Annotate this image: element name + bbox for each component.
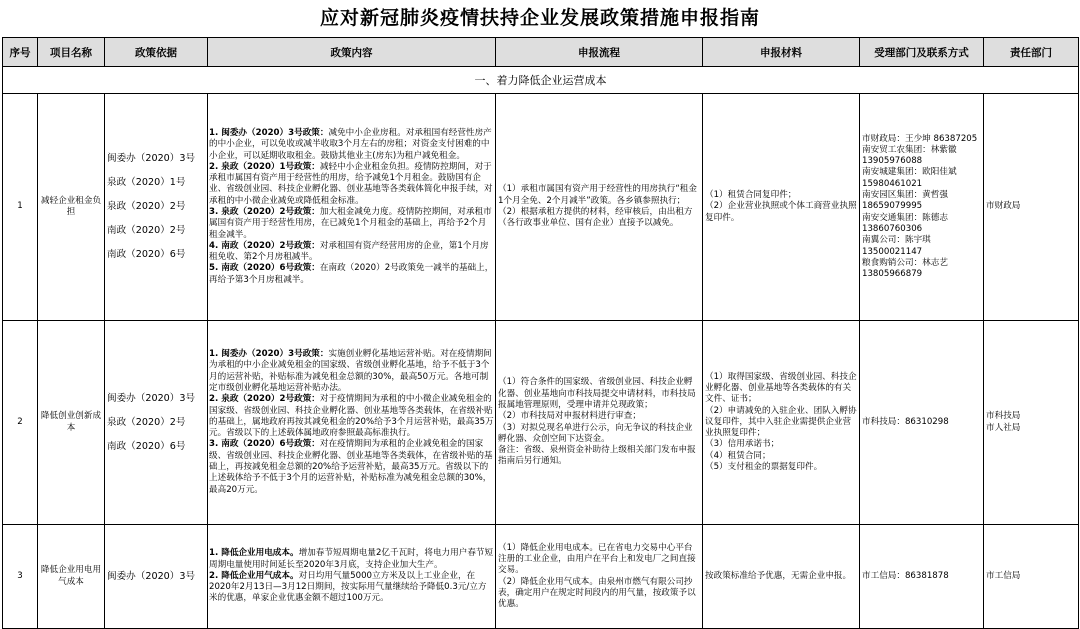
row-flow [496, 525, 703, 629]
policy-heading: 2. 泉政（2020）2号政策： [209, 394, 320, 405]
policy-text: 增加春节短周期电量2亿千瓦时，将电力用户春节短周期电量使用时间延长至2020年3月底，支持企业加大生产。 [209, 548, 494, 570]
col-header-seq: 序号 [3, 38, 38, 67]
flow-step: （2）市科技局对申报材料进行审查； [498, 411, 641, 422]
basis-entry: 泉政（2020）2号 [107, 201, 186, 212]
row-materials [703, 94, 860, 321]
row-content [208, 94, 496, 321]
contact-entry: 粮食购销公司：林志艺 13805966879 [862, 257, 948, 280]
contact-entry: 市科技局：86310298 [862, 416, 949, 427]
flow-step: （3）对拟兑现名单进行公示，向无争议的科技企业孵化器、众创空间下达资金。 [498, 422, 693, 444]
contact-entry: 南翼公司：陈宇琪 13500021147 [862, 235, 931, 257]
material-item: （3）信用承诺书； [705, 439, 780, 450]
row-resp [984, 94, 1079, 321]
contact-entry: 南安园区集团：黄哲强 18659079995 [862, 190, 948, 212]
basis-entry: 南政（2020）6号 [107, 440, 186, 452]
material-item: （2）申请减免的入驻企业、团队入孵协议复印件，其中入驻企业需提供企业营业执照复印件； [705, 405, 857, 439]
row-seq: 1 [3, 94, 38, 321]
row-content [208, 525, 496, 629]
policy-heading: 1. 闽委办（2020）3号政策： [209, 349, 329, 360]
row-resp [984, 321, 1079, 525]
row-materials [703, 525, 860, 629]
basis-entry: 南政（2020）6号 [107, 249, 186, 260]
row-basis [105, 525, 208, 629]
section-row [3, 67, 1079, 94]
row-flow [496, 94, 703, 321]
row-seq: 2 [3, 321, 38, 525]
material-item: （1）租赁合同复印件； [705, 190, 797, 201]
row-materials [703, 321, 860, 525]
policy-text: 对承租国有资产经营用房的企业，第1个月房租免收、第2个月房租减半。 [209, 240, 489, 263]
contact-entry: 市工信局：86381878 [862, 570, 949, 581]
contact-entry: 南安城建集团：欧阳佳斌 15980461021 [862, 167, 957, 189]
row-item: 减轻企业租金负担 [38, 94, 105, 321]
flow-step: （2）根据承租方提供的材料，经审核后，由出租方（各行政事业单位、国有企业）直接予以减免。 [498, 207, 693, 229]
row-item: 降低创业创新成本 [38, 321, 105, 525]
row-seq: 3 [3, 525, 38, 629]
row-basis [105, 321, 208, 525]
basis-entry: 闽委办（2020）3号 [107, 392, 196, 404]
policy-table [2, 37, 1079, 629]
page-title: 应对新冠肺炎疫情扶持企业发展政策措施申报指南 [319, 7, 760, 29]
basis-entry: 闽委办（2020）3号 [107, 153, 196, 164]
policy-heading: 2. 泉政（2020）1号政策： [209, 161, 320, 172]
contact-entry: 南安贸工农集团：林紫徽 13905976088 [862, 144, 957, 167]
policy-text: 减免中小企业房租。对承租国有经营性房产的中小企业，可以免收或减半收取3个月左右的房租；对资金支付困难的中小企业，可以延期收取租金。鼓励其他业主(房东)为租户减免租金。 [209, 127, 492, 161]
section-title: 一、着力降低企业运营成本 [3, 67, 1079, 94]
row-content [208, 321, 496, 525]
row-basis [105, 94, 208, 321]
policy-text: 对于疫情期间为承租的中小微企业减免租金的国家级、省级创业园、科技企业孵化器、创业基地等各类载体，在省级补贴的基础上，属地政府再按其减免租金的20%给予3个月运营补贴，最高35万元。省级以下的上述载体属地政府参照最高标准执行。 [209, 394, 494, 439]
flow-step: 备注：省级、泉州资金补助待上级相关部门发布申报指南后另行通知。 [498, 445, 696, 467]
basis-entry: 闽委办（2020）3号 [107, 570, 196, 582]
basis-entry: 泉政（2020）2号 [107, 416, 186, 428]
resp-dept: 市科技局 [986, 411, 1021, 422]
col-header-flow: 申报流程 [496, 38, 703, 67]
flow-step: （1）承租市属国有资产用于经营性的用房执行“租金1个月全免、2个月减半”政策。各乡镇参照执行； [498, 184, 697, 206]
col-header-item: 项目名称 [38, 38, 105, 67]
row-dept [860, 321, 984, 525]
contact-entry: 市财政局：王少坤 86387205 [862, 133, 978, 144]
policy-heading: 1. 闽委办（2020）3号政策： [209, 127, 329, 138]
resp-dept: 市财政局 [986, 201, 1021, 212]
col-header-basis: 政策依据 [105, 38, 208, 67]
material-item: （1）取得国家级、省级创业园、科技企业孵化器、创业基地等各类载体的有关文件、证书； [705, 371, 857, 405]
col-header-dept: 受理部门及联系方式 [860, 38, 984, 67]
flow-step: （1）降低企业用电成本。已在省电力交易中心平台注册的工业企业，由用户在平台上和发电厂之间直接交易。 [498, 542, 696, 576]
header-row [3, 38, 1079, 67]
policy-heading: 3. 泉政（2020）2号政策： [209, 207, 320, 217]
table-row [3, 94, 1079, 321]
policy-text: 对日均用气量5000立方米及以上工业企业，在2020年2月13日—3月12日期间，按实际用气量继续给予降低0.3元/立方米的优惠，单家企业优惠金额不超过100万元。 [209, 570, 487, 604]
col-header-content: 政策内容 [208, 38, 496, 67]
col-header-resp: 责任部门 [984, 38, 1079, 67]
material-item: （4）租赁合同； [705, 450, 771, 461]
policy-heading: 3. 南政（2020）6号政策： [209, 439, 320, 450]
policy-heading: 4. 南政（2020）2号政策： [209, 240, 320, 251]
policy-heading: 2. 降低企业用气成本。 [209, 570, 299, 581]
policy-text: 加大租金减免力度。疫情防控期间，对承租市属国有资产用于经营性用房，在已减免1个月租金的基础上，再给予2个月租金减半。 [209, 207, 492, 240]
policy-heading: 1. 降低企业用电成本。 [209, 548, 299, 559]
basis-entry: 泉政（2020）1号 [107, 177, 186, 188]
material-item: （5）支付租金的票据复印件。 [705, 462, 823, 473]
row-dept [860, 525, 984, 629]
material-item: 按政策标准给予优惠，无需企业申报。 [705, 570, 852, 581]
row-item: 降低企业用电用气成本 [38, 525, 105, 629]
basis-entry: 南政（2020）2号 [107, 225, 186, 236]
policy-text: 实施创业孵化基地运营补贴。对在疫情期间为承租的中小企业减免租金的国家级、省级创业孵化基地，给予不低于3个月的运营补贴，补贴标准为减免租金总额的30%，最高50万元。各地可制定市级创业孵化基地运营补贴办法。 [209, 349, 492, 393]
flow-step: （2）降低企业用气成本。由泉州市燃气有限公司抄表，确定用户在规定时间段内的用气量，按政策予以优惠。 [498, 576, 696, 610]
policy-text: 减轻中小企业租金负担。疫情防控期间，对于承租市属国有资产用于经营性的用房，给予减免1个月租金。鼓励国有企业、省级创业园、科技企业孵化器、创业基地等各类载体简化申报手续，对承租的中小微企业减免或降低租金标准。 [209, 161, 493, 206]
flow-step: （1）符合条件的国家级、省级创业园、科技企业孵化器、创业基地向市科技局提交申请材料，市科技局报属地管理原则，受理申请并兑现政策； [498, 377, 696, 410]
col-header-materials: 申报材料 [703, 38, 860, 67]
policy-text: 在南政（2020）2号政策免一减半的基础上，再给予第3个月房租减半。 [209, 263, 494, 285]
row-dept [860, 94, 984, 321]
policy-heading: 5. 南政（2020）6号政策： [209, 263, 320, 274]
table-row [3, 321, 1079, 525]
resp-dept: 市人社局 [986, 422, 1021, 433]
table-row [3, 525, 1079, 629]
policy-text: 对在疫情期间为承租的企业减免租金的国家级、省级创业园、科技企业孵化器、创业基地等各类载体，在省级补贴的基础上，再按减免租金总额的20%给予运营补贴，最高35万元。省级以下的上述载体给予不低于3个月的运营补贴，补贴标准为减免租金总额的30%，最高20万元。 [209, 439, 493, 495]
material-item: （2）企业营业执照或个体工商营业执照复印件。 [705, 201, 857, 223]
row-flow [496, 321, 703, 525]
resp-dept: 市工信局 [986, 570, 1021, 581]
row-resp [984, 525, 1079, 629]
contact-entry: 南安交通集团：陈德志 13860760306 [862, 212, 948, 234]
